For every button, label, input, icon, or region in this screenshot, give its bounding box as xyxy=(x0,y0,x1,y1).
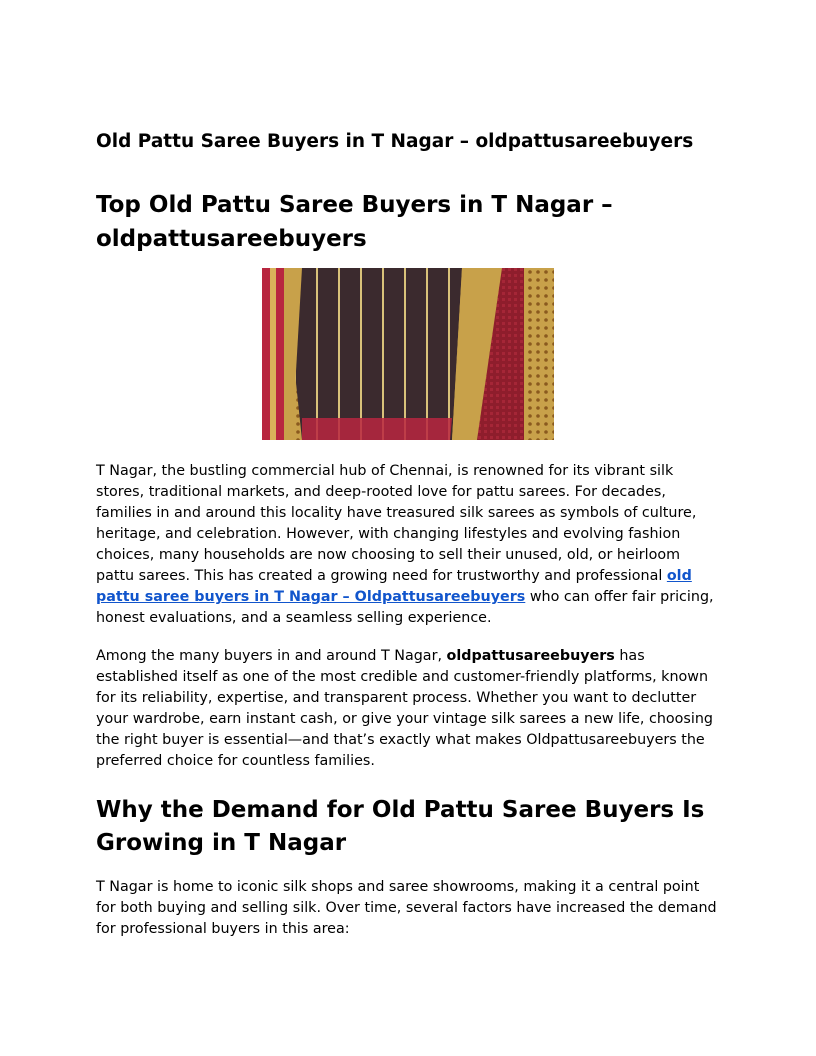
silk-saree-photo xyxy=(262,268,554,440)
main-heading: Top Old Pattu Saree Buyers in T Nagar – oldpattusareebuyers xyxy=(96,192,613,252)
intro-paragraph xyxy=(96,461,720,629)
about-text: Among the many buyers in and around T Nagar, xyxy=(96,648,447,664)
intro-text-end: who can offer fair pricing, honest evaluations, and a seamless selling experience. xyxy=(96,589,714,626)
saree-image-icon xyxy=(262,268,554,440)
about-paragraph xyxy=(96,646,720,772)
about-text-end: has established itself as one of the most credible and customer-friendly platforms, known for its reliability, expertise, and transparent process. Whether you want to declutter your wardrobe, earn instant cash, or give your vintage silk sarees a new life, choosing the right buyer is essential—and that’s exactly what makes Oldpattusareebuyers the preferred choice for countless families. xyxy=(96,648,713,769)
demand-paragraph: T Nagar is home to iconic silk shops and saree showrooms, making it a central point for both buying and selling silk. Over time, several factors have increased the demand for professional buyers in this area: xyxy=(96,879,717,937)
section-heading: Why the Demand for Old Pattu Saree Buyers Is Growing in T Nagar xyxy=(96,797,705,856)
intro-text: T Nagar, the bustling commercial hub of Chennai, is renowned for its vibrant silk stores, traditional markets, and deep-rooted love for pattu sarees. For decades, families in and around this locality have treasured silk sarees as symbols of culture, heritage, and celebration. However, with changing lifestyles and evolving fashion choices, many households are now choosing to sell their unused, old, or heirloom pattu sarees. This has created a growing need for trustworthy and professional xyxy=(96,463,697,584)
buyers-link[interactable]: old pattu saree buyers in T Nagar – Oldpattusareebuyers xyxy=(96,568,692,605)
brand-name: oldpattusareebuyers xyxy=(446,648,615,664)
document-title: Old Pattu Saree Buyers in T Nagar – oldpattusareebuyers xyxy=(96,131,694,152)
